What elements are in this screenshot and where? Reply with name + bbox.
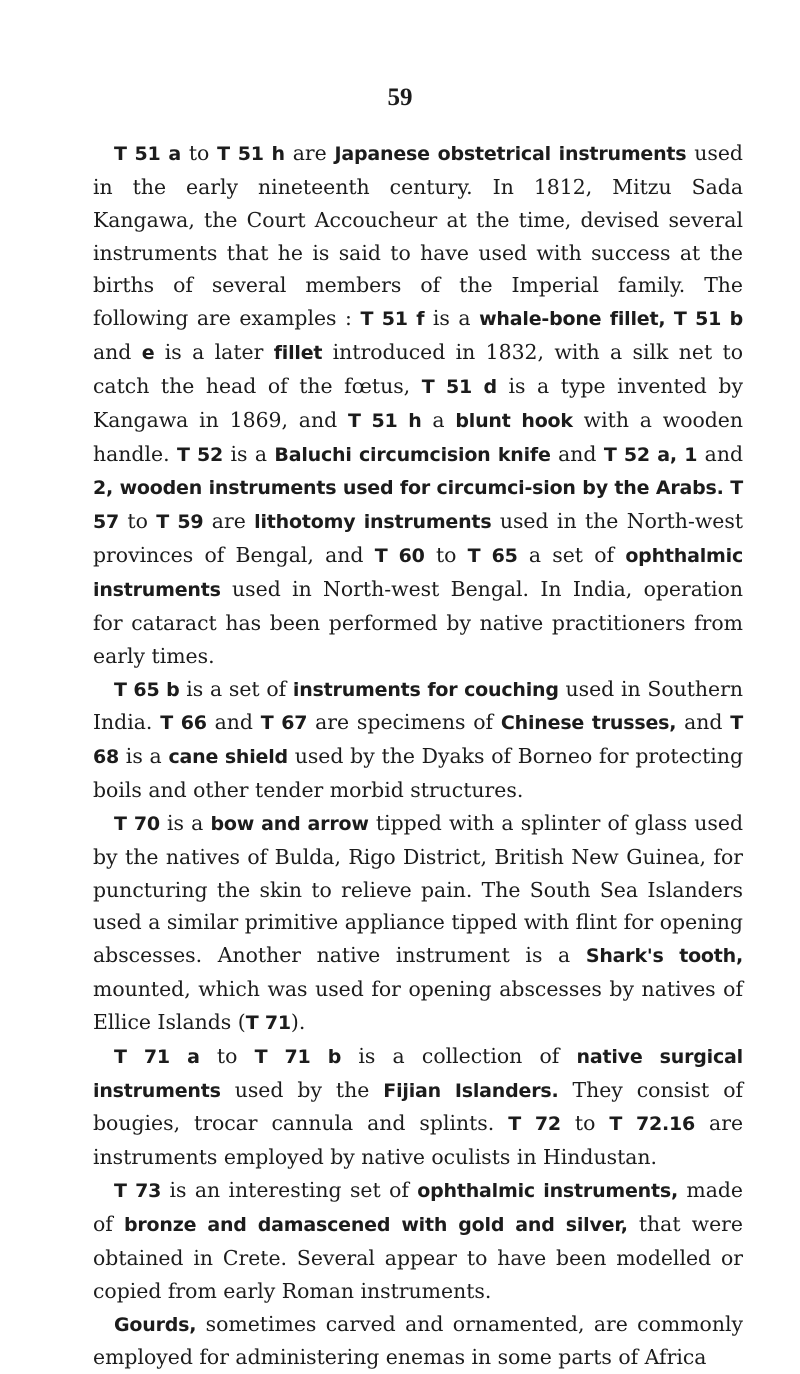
bold-term: T 51 f	[360, 308, 425, 331]
bold-term: Baluchi circumcision knife	[274, 443, 551, 466]
text-run: sometimes carved and ornamented, are commonly employed for administering enemas in some parts of Africa	[93, 1311, 743, 1370]
text-run: is a collection of	[341, 1043, 577, 1068]
text-run: used by the	[220, 1077, 384, 1102]
text-run: is an interesting set of	[161, 1178, 418, 1203]
text-run: is a later	[154, 340, 274, 365]
bold-term: T 72.16	[609, 1113, 696, 1136]
text-run: is a	[119, 744, 169, 769]
bold-term: T 51 h	[347, 409, 422, 432]
text-run: is a set of	[179, 676, 293, 701]
bold-term: fillet	[273, 342, 323, 365]
text-run: is a	[223, 441, 275, 466]
paragraph	[93, 1040, 743, 1174]
bold-term: bow and arrow	[210, 812, 369, 835]
bold-term: T 51 h	[217, 143, 285, 165]
text-run: used by the Dyaks of Borneo for protecting boils and other tender morbid structures.	[93, 744, 743, 803]
text-run: is a type invented by Kangawa in 1869, and	[93, 373, 743, 432]
bold-term: T 66	[160, 712, 207, 735]
bold-term: instruments for couching	[292, 678, 559, 701]
page-number: 59	[387, 84, 413, 111]
text-run: to	[424, 543, 468, 568]
bold-term: T 51 d	[421, 375, 497, 398]
paragraph	[93, 137, 743, 673]
bold-term: T 71	[245, 1011, 291, 1034]
bold-term: T 60	[374, 545, 425, 568]
bold-term: T 52 a, 1	[603, 443, 698, 466]
paragraph	[93, 1308, 743, 1374]
text-run: ).	[290, 1009, 306, 1034]
bold-term: T 51 a	[114, 143, 181, 165]
body-text	[93, 137, 743, 1374]
bold-term: blunt hook	[455, 409, 573, 432]
text-run: to	[119, 509, 157, 534]
text-run: to	[180, 141, 218, 165]
text-run: and	[550, 441, 604, 466]
paragraph	[93, 1174, 743, 1307]
text-run: that were obtained in Crete. Several appear to have been modelled or copied from early Roman instruments.	[93, 1212, 743, 1303]
bold-term: whale-bone fillet, T 51 b	[479, 308, 744, 331]
text-run: is a	[159, 810, 211, 835]
text-run: is a	[424, 306, 480, 331]
text-run: are instruments employed by native oculists in Hindustan.	[93, 1111, 744, 1170]
bold-term: T 70	[114, 812, 160, 835]
bold-term: Japanese obstetrical instruments	[334, 143, 687, 165]
text-run: to	[560, 1111, 610, 1136]
bold-term: Gourds,	[114, 1313, 197, 1336]
text-run: and	[697, 441, 744, 466]
bold-term: ophthalmic instruments	[93, 545, 744, 601]
bold-term: T 59	[156, 511, 204, 534]
bold-term: T 67	[260, 712, 308, 735]
text-run: with a wooden handle.	[93, 407, 743, 466]
text-run: used in the early nineteenth century. In 1812, Mitzu Sada Kangawa, the Court Accoucheur at the time, devised several instruments that he is said to have used with success at the births of several members of the Imperial family. The following are examples :	[93, 141, 743, 331]
bold-term: e	[141, 342, 155, 365]
text-run: are	[203, 509, 255, 534]
bold-term: bronze and damascened with gold and silver,	[123, 1214, 628, 1236]
bold-term: ophthalmic instruments,	[417, 1180, 679, 1203]
text-run: and	[93, 340, 142, 365]
bold-term: T 71 a	[114, 1045, 200, 1068]
text-run: used in Southern India.	[93, 676, 743, 735]
text-run: and	[676, 710, 731, 735]
bold-term: Fijian Islanders.	[383, 1079, 559, 1102]
bold-term: T 72	[508, 1113, 561, 1136]
text-run: a set of	[517, 543, 626, 568]
text-run: mounted, which was used for opening abscesses by natives of Ellice Islands (	[93, 977, 743, 1034]
text-run: introduced in 1832, with a silk net to catch the head of the fœtus,	[93, 340, 744, 398]
bold-term: T 65 b	[114, 678, 180, 701]
bold-term: T 65	[467, 545, 518, 568]
text-run: They consist of bougies, trocar cannula and splints.	[93, 1077, 744, 1136]
bold-term: 2, wooden instruments used for circumci-sion by the Arabs. T 57	[93, 477, 743, 534]
text-run: are specimens of	[307, 710, 501, 735]
text-run: and	[206, 710, 261, 735]
paragraph	[93, 807, 743, 1040]
text-run: tipped with a splinter of glass used by the natives of Bulda, Rigo District, British New Guinea, for puncturing the skin to relieve pain. The South Sea Islanders used a similar primitive appliance tipped with flint for opening abscesses. Another native instrument is a	[93, 810, 744, 968]
text-run: a	[421, 407, 456, 432]
bold-term: T 73	[114, 1180, 162, 1203]
bold-term: Chinese trusses,	[500, 712, 677, 735]
bold-term: T 68	[93, 712, 744, 769]
bold-term: native surgical instruments	[93, 1045, 743, 1102]
text-run: used in the North-west provinces of Bengal, and	[93, 509, 744, 568]
bold-term: lithotomy instruments	[254, 511, 492, 534]
paragraph	[93, 673, 743, 807]
bold-term: cane shield	[168, 746, 288, 769]
bold-term: T 71 b	[254, 1045, 342, 1068]
text-run: to	[199, 1043, 255, 1068]
bold-term: Shark's tooth,	[585, 945, 744, 968]
text-run: are	[284, 141, 335, 165]
text-run: used in North-west Bengal. In India, operation for cataract has been performed by native practitioners from early times.	[93, 576, 743, 668]
text-run: made of	[93, 1178, 743, 1236]
bold-term: T 52	[176, 443, 224, 466]
